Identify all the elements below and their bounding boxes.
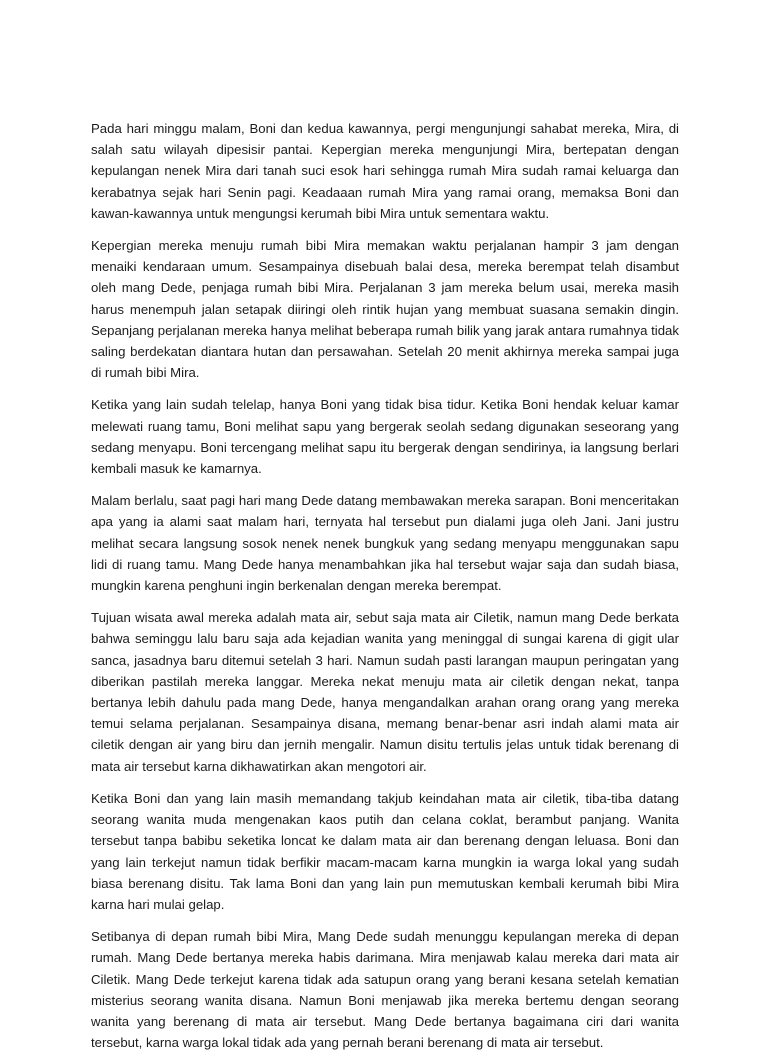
paragraph-4: Malam berlalu, saat pagi hari mang Dede datang membawakan mereka sarapan. Boni menceritakan apa yang ia alami saat malam hari, ternyata hal tersebut pun dialami juga oleh Jani. Jani justru melihat secara langsung sosok nenek nenek bungkuk yang sedang menyapu menggunakan sapu lidi di ruang tamu. Mang Dede hanya menambahkan jika hal tersebut wajar saja dan sudah biasa, mungkin karena penghuni ingin berkenalan dengan mereka berempat. (91, 493, 679, 594)
document-body (91, 118, 679, 1064)
paragraph-6: Ketika Boni dan yang lain masih memandang takjub keindahan mata air ciletik, tiba-tiba datang seorang wanita muda mengenakan kaos putih dan celana coklat, berambut panjang. Wanita tersebut tanpa babibu seketika loncat ke dalam mata air dan berenang dengan leluasa. Boni dan yang lain terkejut namun tidak berfikir macam-macam karna mungkin ia warga lokal yang sudah biasa berenang disitu. Tak lama Boni dan yang lain pun memutuskan kembali kerumah bibi Mira karna hari mulai gelap. (91, 790, 679, 912)
paragraph-1: Pada hari minggu malam, Boni dan kedua kawannya, pergi mengunjungi sahabat mereka, Mira, di salah satu wilayah dipesisir pantai. Kepergian mereka mengunjungi Mira, bertepatan dengan kepulangan nenek Mira dari tanah suci esok hari sehingga rumah Mira sudah ramai keluarga dan kerabatnya sejak hari Senin pagi. Keadaaan rumah Mira yang ramai orang, memaksa Boni dan kawan-kawannya untuk mengungsi kerumah bibi Mira untuk sementara waktu. (91, 121, 679, 221)
paragraph-3: Ketika yang lain sudah telelap, hanya Boni yang tidak bisa tidur. Ketika Boni hendak keluar kamar melewati ruang tamu, Boni melihat sapu yang bergerak seolah sedang digunakan seseorang yang sedang menyapu. Boni tercengang melihat sapu itu bergerak dengan sendirinya, ia langsung berlari kembali masuk ke kamarnya. (91, 397, 679, 477)
paragraph-2: Kepergian mereka menuju rumah bibi Mira memakan waktu perjalanan hampir 3 jam dengan menaiki kendaraan umum. Sesampainya disebuah balai desa, mereka berempat telah disambut oleh mang Dede, penjaga rumah bibi Mira. Perjalanan 3 jam mereka belum usai, mereka masih harus menempuh jalan setapak diiringi oleh rintik hujan yang membuat suasana semakin dingin. Sepanjang perjalanan mereka hanya melihat beberapa rumah bilik yang jarak antara rumahnya tidak saling berdekatan diantara hutan dan persawahan. Setelah 20 menit akhirnya mereka sampai juga di rumah bibi Mira. (91, 238, 679, 381)
paragraph-7: Setibanya di depan rumah bibi Mira, Mang Dede sudah menunggu kepulangan mereka di depan rumah. Mang Dede bertanya mereka habis darimana. Mira menjawab kalau mereka dari mata air Ciletik. Mang Dede terkejut karena tidak ada satupun orang yang berani kesana setelah kematian misterius seorang wanita disana. Namun Boni menjawab jika mereka bertemu dengan seorang wanita yang berenang di mata air tersebut. Mang Dede bertanya bagaimana ciri dari wanita tersebut, karna warga lokal tidak ada yang pernah berani berenang di mata air tersebut. (91, 929, 679, 1051)
paragraph-5: Tujuan wisata awal mereka adalah mata air, sebut saja mata air Ciletik, namun mang Dede berkata bahwa seminggu lalu baru saja ada kejadian wanita yang meninggal di sungai karena di gigit ular sanca, jasadnya baru ditemui setelah 3 hari. Namun sudah pasti larangan maupun peringatan yang diberikan pastilah mereka langgar. Mereka nekat menuju mata air ciletik dengan nekat, tanpa bertanya lebih dahulu pada mang Dede, hanya mengandalkan arahan orang orang yang mereka temui selama perjalanan. Sesampainya disana, memang benar-benar asri indah alami mata air ciletik dengan air yang biru dan jernih mengalir. Namun disitu tertulis jelas untuk tidak berenang di mata air tersebut karna dikhawatirkan akan mengotori air. (91, 610, 679, 774)
